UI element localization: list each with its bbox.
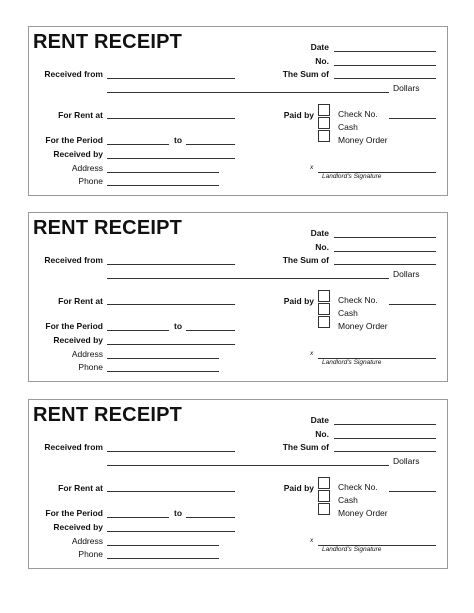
cash-label: Cash [338, 495, 358, 505]
received-from-label: Received from [44, 69, 103, 79]
received-from-label: Received from [44, 442, 103, 452]
check-label: Check No. [338, 295, 378, 305]
received-from-field[interactable] [107, 264, 235, 265]
date-field[interactable] [334, 237, 436, 238]
number-field[interactable] [334, 65, 436, 66]
landlord-signature-label: Landlord's Signature [322, 359, 382, 366]
money-order-label: Money Order [338, 135, 388, 145]
received-by-field[interactable] [107, 531, 235, 532]
signature-x-mark: x [310, 537, 314, 544]
period-label: For the Period [45, 321, 103, 331]
for-rent-label: For Rent at [58, 110, 103, 120]
address-field[interactable] [107, 172, 219, 173]
cash-label: Cash [338, 122, 358, 132]
money-order-checkbox[interactable] [318, 316, 330, 328]
address-field[interactable] [107, 545, 219, 546]
number-field[interactable] [334, 251, 436, 252]
sum-field[interactable] [334, 78, 436, 79]
for-rent-label: For Rent at [58, 483, 103, 493]
address-label: Address [71, 349, 103, 359]
period-start-field[interactable] [107, 330, 169, 331]
money-order-checkbox[interactable] [318, 130, 330, 142]
cash-checkbox[interactable] [318, 490, 330, 502]
sum-label: The Sum of [282, 255, 329, 265]
number-field[interactable] [334, 438, 436, 439]
money-order-label: Money Order [338, 508, 388, 518]
phone-field[interactable] [107, 558, 219, 559]
money-order-label: Money Order [338, 321, 388, 331]
period-start-field[interactable] [107, 517, 169, 518]
phone-field[interactable] [107, 371, 219, 372]
paid-by-label: Paid by [283, 296, 314, 306]
for-rent-label: For Rent at [58, 296, 103, 306]
receipt-title: RENT RECEIPT [33, 404, 183, 426]
date-field[interactable] [334, 424, 436, 425]
period-to-label: to [174, 321, 183, 331]
period-label: For the Period [45, 135, 103, 145]
received-by-label: Received by [53, 335, 103, 345]
date-label: Date [310, 415, 329, 425]
amount-words-field[interactable] [107, 465, 389, 466]
for-rent-field[interactable] [107, 491, 235, 492]
amount-words-field[interactable] [107, 92, 389, 93]
for-rent-field[interactable] [107, 304, 235, 305]
phone-label: Phone [78, 362, 103, 372]
check-number-field[interactable] [389, 491, 436, 492]
dollars-label: Dollars [393, 83, 420, 93]
cash-label: Cash [338, 308, 358, 318]
check-number-field[interactable] [389, 118, 436, 119]
check-label: Check No. [338, 109, 378, 119]
dollars-label: Dollars [393, 269, 420, 279]
check-checkbox[interactable] [318, 104, 330, 116]
period-end-field[interactable] [186, 517, 235, 518]
check-number-field[interactable] [389, 304, 436, 305]
landlord-signature-label: Landlord's Signature [322, 173, 382, 180]
phone-label: Phone [78, 549, 103, 559]
paid-by-label: Paid by [283, 110, 314, 120]
landlord-signature-label: Landlord's Signature [322, 546, 382, 553]
address-field[interactable] [107, 358, 219, 359]
phone-field[interactable] [107, 185, 219, 186]
received-by-field[interactable] [107, 158, 235, 159]
received-from-field[interactable] [107, 78, 235, 79]
received-from-label: Received from [44, 255, 103, 265]
date-field[interactable] [334, 51, 436, 52]
sum-label: The Sum of [282, 69, 329, 79]
period-start-field[interactable] [107, 144, 169, 145]
period-to-label: to [174, 135, 183, 145]
sum-label: The Sum of [282, 442, 329, 452]
amount-words-field[interactable] [107, 278, 389, 279]
date-label: Date [310, 42, 329, 52]
period-to-label: to [174, 508, 183, 518]
number-label: No. [315, 56, 329, 66]
rent-receipt-2 [28, 212, 448, 382]
number-label: No. [315, 429, 329, 439]
address-label: Address [71, 163, 103, 173]
money-order-checkbox[interactable] [318, 503, 330, 515]
dollars-label: Dollars [393, 456, 420, 466]
rent-receipt-1 [28, 26, 448, 196]
phone-label: Phone [78, 176, 103, 186]
number-label: No. [315, 242, 329, 252]
received-by-label: Received by [53, 522, 103, 532]
date-label: Date [310, 228, 329, 238]
period-end-field[interactable] [186, 330, 235, 331]
sum-field[interactable] [334, 264, 436, 265]
period-end-field[interactable] [186, 144, 235, 145]
receipt-title: RENT RECEIPT [33, 217, 183, 239]
period-label: For the Period [45, 508, 103, 518]
address-label: Address [71, 536, 103, 546]
sum-field[interactable] [334, 451, 436, 452]
for-rent-field[interactable] [107, 118, 235, 119]
signature-x-mark: x [310, 164, 314, 171]
rent-receipt-3 [28, 399, 448, 569]
check-checkbox[interactable] [318, 290, 330, 302]
signature-x-mark: x [310, 350, 314, 357]
cash-checkbox[interactable] [318, 303, 330, 315]
receipt-title: RENT RECEIPT [33, 31, 183, 53]
cash-checkbox[interactable] [318, 117, 330, 129]
received-by-label: Received by [53, 149, 103, 159]
check-checkbox[interactable] [318, 477, 330, 489]
received-from-field[interactable] [107, 451, 235, 452]
received-by-field[interactable] [107, 344, 235, 345]
paid-by-label: Paid by [283, 483, 314, 493]
check-label: Check No. [338, 482, 378, 492]
